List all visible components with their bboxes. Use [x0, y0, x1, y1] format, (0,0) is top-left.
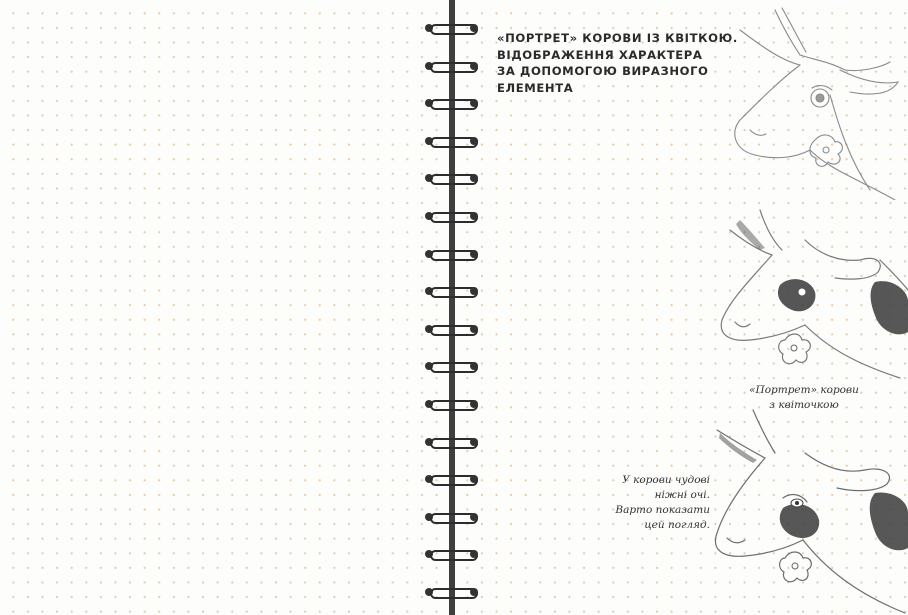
heading-line: ЗА ДОПОМОГОЮ ВИРАЗНОГО — [497, 64, 709, 78]
cow-detailed-sketch — [705, 408, 908, 615]
heading-line: ЕЛЕМЕНТА — [497, 80, 574, 95]
spiral-ring-icon — [424, 473, 480, 485]
cow-shaded-sketch — [710, 200, 908, 385]
caption-line: «Портрет» корови — [749, 384, 859, 396]
caption-eyes — [610, 473, 710, 533]
spiral-ring-icon — [424, 285, 480, 297]
page-heading — [497, 30, 747, 96]
caption-line: цей погляд. — [644, 519, 710, 531]
spiral-ring-icon — [424, 360, 480, 372]
caption-line: У корови чудові — [622, 474, 710, 486]
spiral-ring-icon — [424, 586, 480, 598]
left-page — [0, 0, 453, 615]
spiral-ring-icon — [424, 511, 480, 523]
heading-line: ВІДОБРАЖЕННЯ ХАРАКТЕРА — [497, 47, 703, 62]
spiral-ring-icon — [424, 210, 480, 222]
spiral-ring-icon — [424, 60, 480, 72]
cow-outline-sketch — [720, 0, 908, 200]
spiral-ring-icon — [424, 548, 480, 560]
caption-line: з квіточкою — [769, 399, 839, 411]
caption-portrait — [748, 383, 860, 413]
spiral-ring-icon — [424, 97, 480, 109]
spiral-ring-icon — [424, 323, 480, 335]
heading-line: «ПОРТРЕТ» КОРОВИ ІЗ КВІТКОЮ. — [497, 31, 738, 45]
spiral-binding — [424, 0, 484, 615]
spiral-ring-icon — [424, 22, 480, 34]
spiral-ring-icon — [424, 436, 480, 448]
spiral-ring-icon — [424, 398, 480, 410]
caption-line: ніжні очі. — [654, 489, 710, 501]
spiral-ring-icon — [424, 172, 480, 184]
spiral-ring-icon — [424, 248, 480, 260]
spiral-ring-icon — [424, 135, 480, 147]
caption-line: Варто показати — [615, 504, 710, 516]
